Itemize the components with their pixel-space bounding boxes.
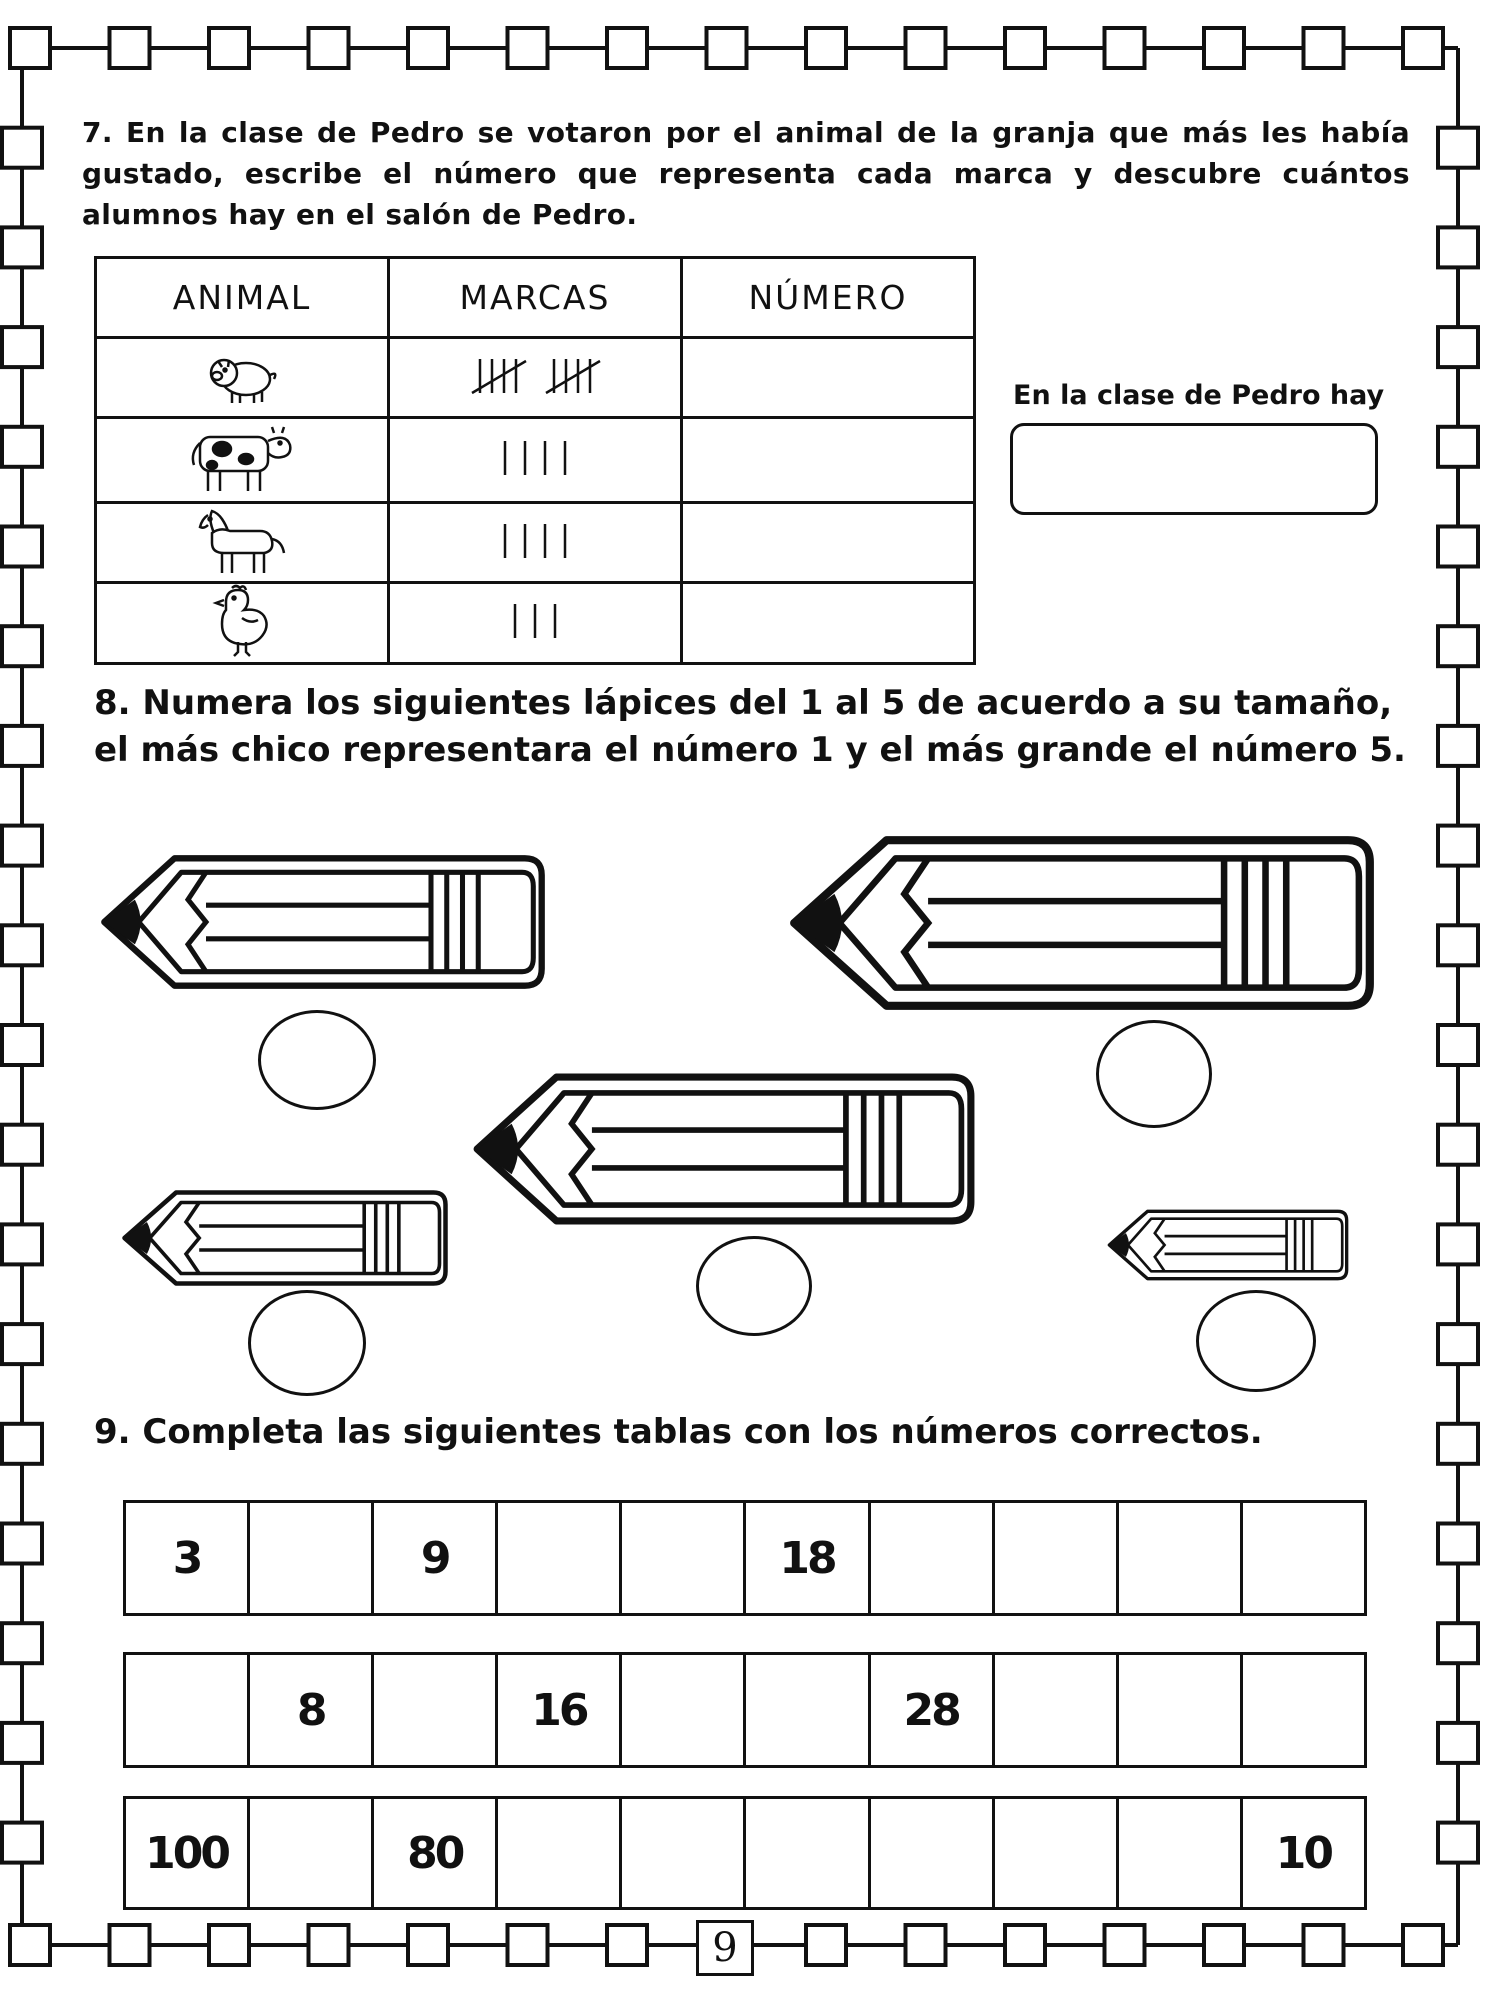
page-number: 9 [696,1920,754,1976]
tally-marks-4 [389,418,682,503]
answer-circle[interactable] [248,1290,366,1396]
header-marcas: MARCAS [389,258,682,338]
numero-cell[interactable] [682,418,975,503]
table-row [125,1654,1366,1767]
sequence-cell[interactable]: 28 [869,1654,993,1767]
tally-table-header [96,258,975,338]
sequence-table-1 [123,1500,1367,1616]
table-row [125,1502,1366,1615]
table-row [96,503,975,583]
sequence-cell[interactable]: 10 [1241,1798,1365,1909]
total-answer-box[interactable] [1010,423,1378,515]
sequence-cell[interactable] [1117,1654,1241,1767]
header-animal: ANIMAL [96,258,389,338]
tally-marks-10 [389,338,682,418]
pig-icon [96,338,389,418]
question-9-text: 9. Completa las siguientes tablas con los números correctos. [94,1412,1263,1452]
numero-cell[interactable] [682,503,975,583]
sequence-cell[interactable] [621,1798,745,1909]
horse-icon [96,503,389,583]
tally-table [94,256,976,665]
answer-circle[interactable] [1096,1020,1212,1128]
sequence-cell[interactable] [249,1798,373,1909]
sequence-cell[interactable] [249,1502,373,1615]
sequence-cell[interactable] [1241,1502,1365,1615]
question-8-text: 8. Numera los siguientes lápices del 1 al 5 de acuerdo a su tamaño, el más chico representara el número 1 y el más grande el número 5. [94,683,1406,770]
sequence-cell[interactable] [745,1798,869,1909]
tally-marks-4 [389,503,682,583]
sequence-cell[interactable]: 18 [745,1502,869,1615]
sequence-cell[interactable] [745,1654,869,1767]
large-pencil [470,1070,978,1228]
table-row [96,338,975,418]
table-row [125,1798,1366,1909]
sequence-cell[interactable]: 8 [249,1654,373,1767]
sequence-cell[interactable] [373,1654,497,1767]
largest-pencil [786,832,1378,1014]
sequence-cell[interactable]: 80 [373,1798,497,1909]
sequence-cell[interactable] [621,1502,745,1615]
table-row [96,418,975,503]
sequence-table-3 [123,1796,1367,1910]
sequence-cell[interactable] [125,1654,249,1767]
tally-marks-3 [389,583,682,664]
sequence-table-2 [123,1652,1367,1768]
numero-cell[interactable] [682,338,975,418]
small-pencil [120,1188,450,1288]
total-label: En la clase de Pedro hay [1013,380,1385,411]
sequence-cell[interactable] [497,1502,621,1615]
answer-circle[interactable] [1196,1290,1316,1392]
sequence-cell[interactable]: 16 [497,1654,621,1767]
sequence-cell[interactable] [621,1654,745,1767]
sequence-cell[interactable]: 100 [125,1798,249,1909]
smallest-pencil [1106,1208,1350,1282]
sequence-cell[interactable] [1117,1502,1241,1615]
sequence-cell[interactable] [869,1798,993,1909]
sequence-cell[interactable]: 9 [373,1502,497,1615]
answer-circle[interactable] [696,1236,812,1336]
hen-icon [96,583,389,664]
cow-icon [96,418,389,503]
numero-cell[interactable] [682,583,975,664]
medium-pencil [98,852,548,992]
sequence-cell[interactable] [497,1798,621,1909]
answer-circle[interactable] [258,1010,376,1110]
sequence-cell[interactable] [993,1798,1117,1909]
sequence-cell[interactable] [1117,1798,1241,1909]
sequence-cell[interactable]: 3 [125,1502,249,1615]
header-numero: NÚMERO [682,258,975,338]
sequence-cell[interactable] [993,1502,1117,1615]
table-row [96,583,975,664]
sequence-cell[interactable] [1241,1654,1365,1767]
sequence-cell[interactable] [993,1654,1117,1767]
sequence-cell[interactable] [869,1502,993,1615]
question-7-text: 7. En la clase de Pedro se votaron por el animal de la granja que más les había gustado, escribe el número que representa cada marca y descubre cuántos alumnos hay en el salón de Pedro. [82,116,1410,231]
